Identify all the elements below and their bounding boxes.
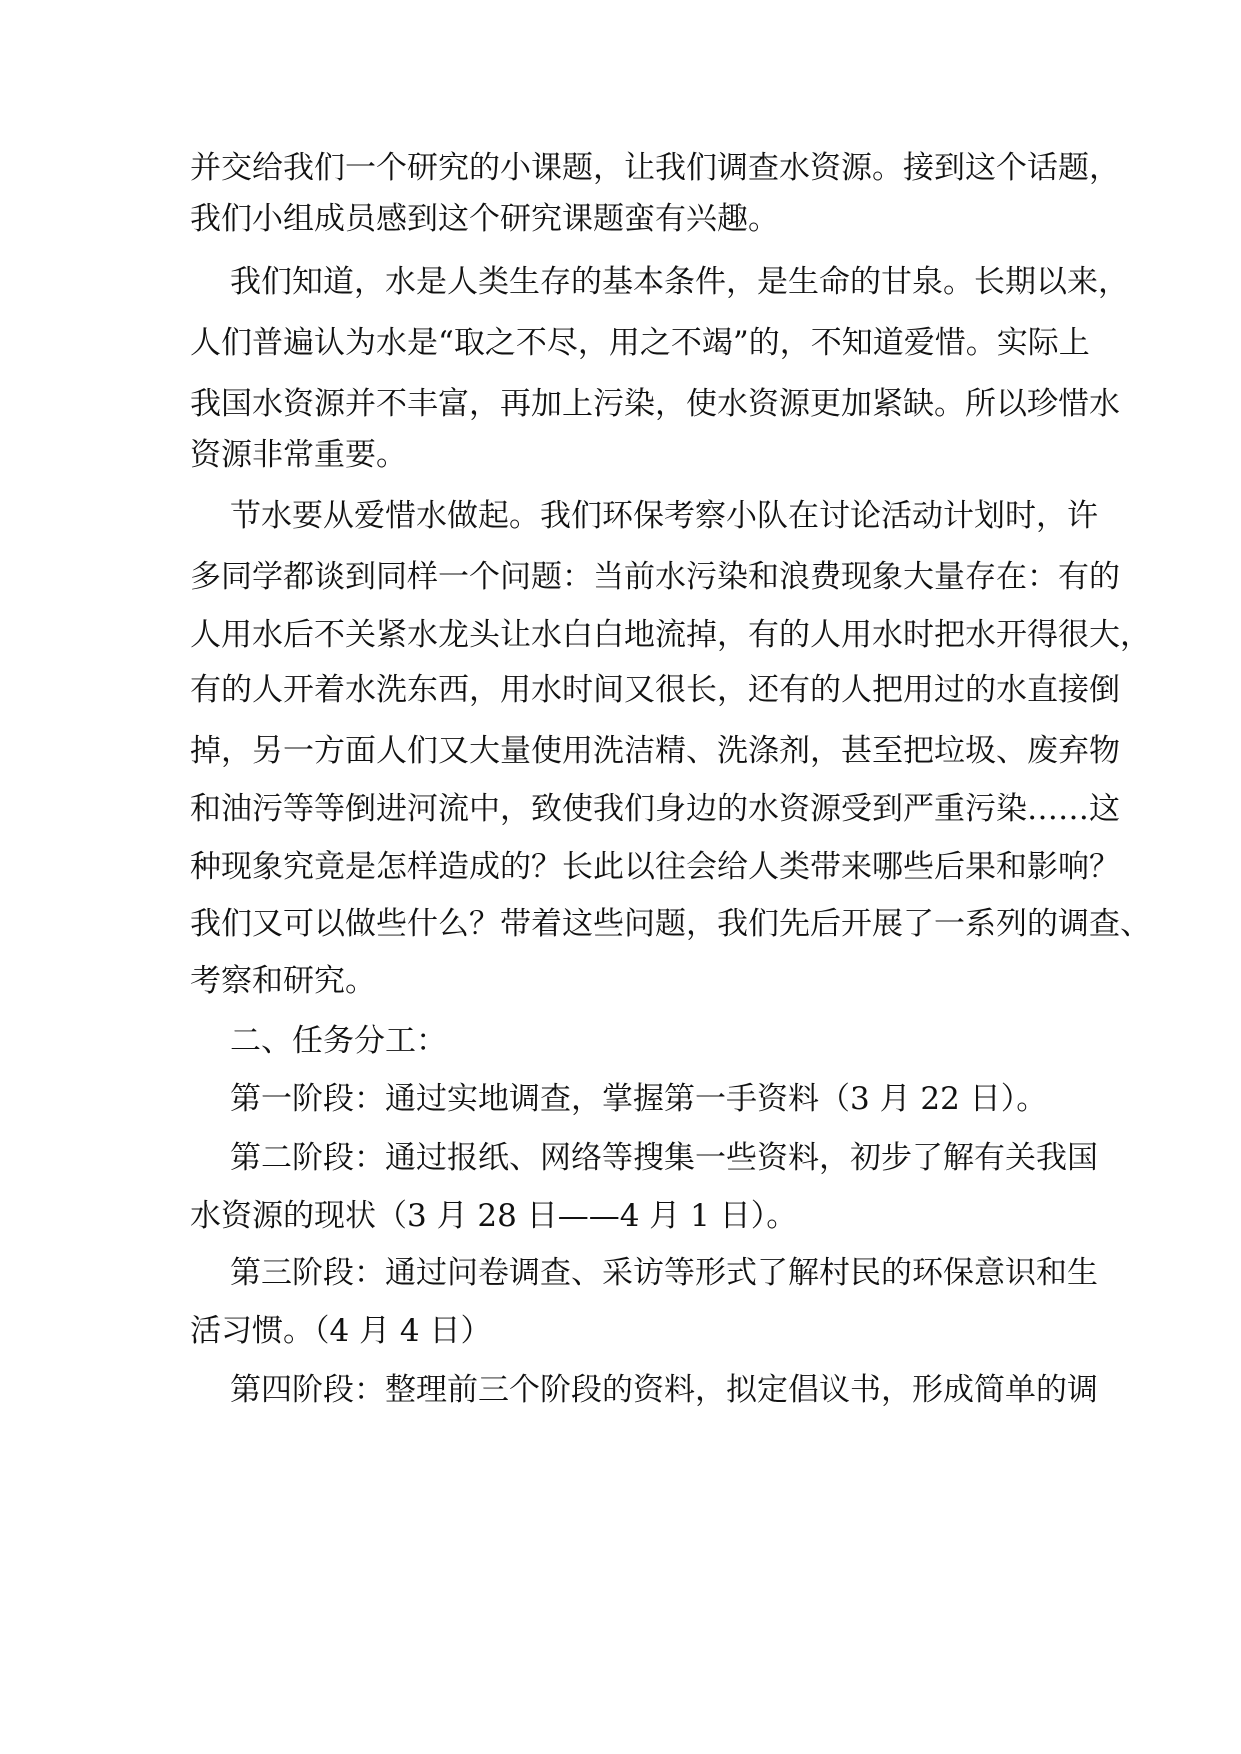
text-line: 活习惯。（4 月 4 日） [190, 1313, 492, 1349]
text-line: 人用水后不关紧水龙头让水白白地流掉，有的人用水时把水开得很大， [190, 617, 1151, 653]
paragraph-start-line: 第二阶段：通过报纸、网络等搜集一些资料，初步了解有关我国 [230, 1140, 1098, 1176]
text-line: 有的人开着水洗东西，用水时间又很长，还有的人把用过的水直接倒 [190, 672, 1120, 708]
text-line: 掉，另一方面人们又大量使用洗洁精、洗涤剂，甚至把垃圾、废弃物 [190, 733, 1120, 769]
paragraph-start-line: 第三阶段：通过问卷调查、采访等形式了解村民的环保意识和生 [230, 1255, 1098, 1291]
text-line: 并交给我们一个研究的小课题，让我们调查水资源。接到这个话题， [190, 150, 1120, 186]
paragraph-start-line: 第四阶段：整理前三个阶段的资料，拟定倡议书，形成简单的调 [230, 1372, 1098, 1408]
paragraph-start-line: 我们知道，水是人类生存的基本条件，是生命的甘泉。长期以来， [230, 264, 1129, 300]
text-line: 多同学都谈到同样一个问题：当前水污染和浪费现象大量存在：有的 [190, 559, 1120, 595]
text-line: 人们普遍认为水是“取之不尽，用之不竭”的，不知道爱惜。实际上 [190, 325, 1090, 361]
text-line: 资源非常重要。 [190, 437, 407, 473]
text-line: 水资源的现状（3 月 28 日——4 月 1 日）。 [190, 1198, 798, 1234]
text-line: 我国水资源并不丰富，再加上污染，使水资源更加紧缺。所以珍惜水 [190, 386, 1120, 422]
text-line: 考察和研究。 [190, 963, 376, 999]
text-line: 和油污等等倒进河流中，致使我们身边的水资源受到严重污染……这 [190, 791, 1120, 827]
text-line: 种现象究竟是怎样造成的？长此以往会给人类带来哪些后果和影响？ [190, 849, 1120, 885]
section-heading: 二、任务分工： [230, 1023, 447, 1059]
paragraph-start-line: 节水要从爱惜水做起。我们环保考察小队在讨论活动计划时，许 [230, 498, 1098, 534]
text-line: 我们小组成员感到这个研究课题蛮有兴趣。 [190, 201, 779, 237]
paragraph-start-line: 第一阶段：通过实地调查，掌握第一手资料（3 月 22 日）。 [230, 1081, 1048, 1117]
text-line: 我们又可以做些什么？带着这些问题，我们先后开展了一系列的调查、 [190, 906, 1151, 942]
